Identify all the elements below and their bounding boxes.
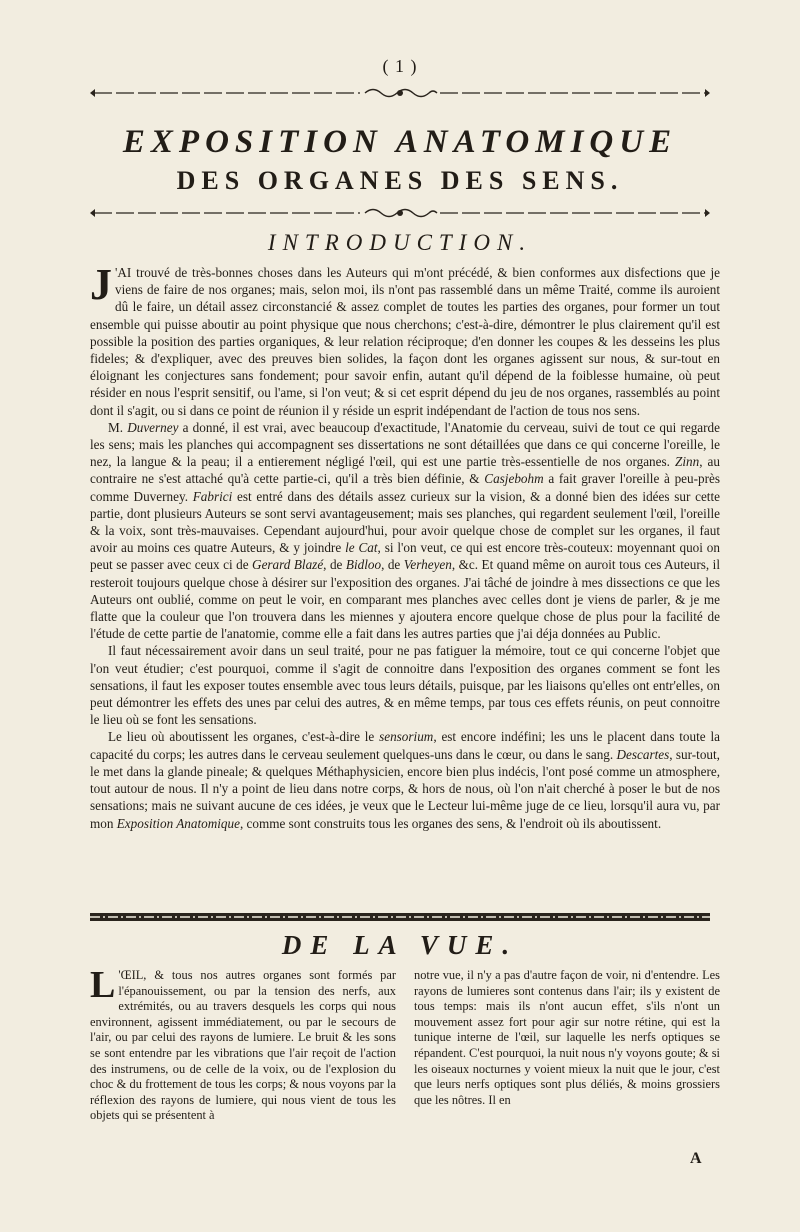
author-name: Duverney [127, 419, 179, 435]
introduction-heading: INTRODUCTION. [267, 230, 533, 255]
page-number: ( 1 ) [382, 56, 418, 76]
column-left: L 'ŒIL, & tous nos autres organes sont formés par l'épanouissement, ou par la tension des nerfs, aux extrémités, ou au travers desquels les corps qui nous environnent, agissent immédiatement, ou par le secours de l'air, ou par celui des rayons de lumiere. Le bruit & les sons se sont entendre par les vibrations que l'air reçoit de l'action des instrumens, ou de celle de la voix, ou de l'explosion du choc & du frottement de tous les corps; & nous voyons par la réflexion des rayons de lumiere, qui nous vient de tous les objets qui se présentent à [90, 964, 396, 1123]
column-right: notre vue, il n'y a pas d'autre façon de voir, ni d'entendre. Les rayons de lumieres sont contenus dans l'air; ils y existent de tous temps: mais ils n'ont aucun effet, s'ils n'ont un mouvement assez fort pour agir sur notre rétine, qui est la tunique interne de l'œil, sur laquelle les nerfs optiques se répandent. C'est pourquoi, la nuit nous n'y voyons goute; & si les oiseaux nocturnes y voient mieux la nuit que le jour, c'est que leurs nerfs optiques sont plus déliés, & moins grossiers que les nôtres. Il en [414, 968, 720, 1107]
author-name: Fabrici [192, 488, 233, 504]
author-name: Zinn [675, 454, 700, 470]
de-la-vue-heading: DE LA VUE. [281, 930, 519, 960]
ornament-rule-middle [90, 206, 710, 220]
main-title: EXPOSITION ANATOMIQUE [122, 124, 678, 160]
drop-cap-j: J [90, 260, 112, 309]
author-name: Descartes [616, 746, 670, 762]
two-column-text [90, 964, 720, 1124]
intro-paragraph-3: Il faut nécessairement avoir dans un seul traité, pour ne pas fatiguer la mémoire, tout ce qui concerne l'objet que l'on veut étudier; c'est pourquoi, comme il s'agit de connoitre dans l'exposition des organes comment se font les sensations, il faut les exposer toutes ensemble avec tous leurs détails, puisque, par les liaisons qu'elles ont entr'elles, on peut démontrer les effets des unes par celui des autres, & en même temps, par tous ces effets réunis, on peut connoitre le lieu où se font les sensations. [90, 643, 720, 728]
signature-mark: A [690, 1150, 702, 1167]
author-name: Bidloo [345, 557, 382, 573]
intro-paragraph-4: Le lieu où aboutissent les organes, c'est-à-dire le sensorium, est encore indéfini; les uns le placent dans toute la capacité du corps; les autres dans le cerveau seulement quelques-uns dans le cœur, ou dans le sang. Descartes, sur-tout, le met dans la glande pineale; & quelques Méthaphysicien, encore bien plus indécis, l'ont posé comme un atmosphere, tout autour de nous. Il n'y a point de lieu dans notre corps, & hors de nous, où l'on n'ait cherché à poser le but de nos sensations; mais ne suivant aucune de ces idées, je veux que le Lecteur lui-même juge de ce lieu, lorsqu'il aura vu, par mon Exposition Anatomique, comme sont construits tous les organes des sens, & l'endroit où ils aboutissent. [90, 729, 720, 831]
latin-term: sensorium [379, 729, 434, 745]
drop-cap-l: L [90, 964, 116, 1006]
subtitle: DES ORGANES DES SENS. [176, 166, 624, 195]
ornament-band [90, 912, 710, 922]
book-title: Exposition Anatomique [116, 815, 240, 831]
intro-paragraph-1: J 'AI trouvé de très-bonnes choses dans les Auteurs qui m'ont précédé, & bien conformes aux disfections que je viens de faire de nos organes; mais, selon moi, ils n'ont pas rassemblé dans un même Traité, comme ils auroient dû le faire, un détail assez circonstancié & assez complet de toutes les parties des organes, pour former un tout ensemble qui puisse aboutir au point physique que nous cherchons; c'est-à-dire, démontrer le plus clairement qu'il est possible la position des parties organiques, & leur relation réciproque; d'en donner les coupes & les desseins les plus fideles; & d'expliquer, avec des preuves bien solides, la façon dont les organes agissent sur nous, & sur-tout en éloignant les conjectures sans fondement; pour savoir enfin, autant qu'il dépend de la foiblesse humaine, où peut résider en nous l'esprit sensitif, ou l'ame, si l'on veut; & si cet esprit dépend du jeu de nos organes, rassemblés au point dont il s'agit, ou si dans ce point de réunion il y réside un esprit indépendant de l'action de tous nos sens. [90, 260, 720, 418]
author-name: le Cat [345, 540, 378, 556]
author-name: Casjebohm [484, 471, 544, 487]
author-name: Gerard Blazé [252, 557, 324, 573]
ornament-rule-top [90, 86, 710, 100]
introduction-body [90, 260, 720, 832]
author-name: Verheyen [403, 557, 452, 573]
intro-paragraph-2: M. Duverney a donné, il est vrai, avec beaucoup d'exactitude, l'Anatomie du cerveau, suivi de tout ce qui regarde les sens; mais les planches qui accompagnent ses dissertations ne sont détaillées que dans ce qui concerne l'oreille, le nez, la langue & la peau; il a entierement négligé l'œil, qui est une partie très-essentielle de nos organes. Zinn, au contraire ne s'est attaché qu'à cette partie-ci, qu'il a très bien définie, & Casjebohm a fait graver l'oreille à peu-près comme Duverney. Fabrici est entré dans des détails assez curieux sur la vision, & a donné bien des idées sur cette partie, dont plusieurs Auteurs se sont servi avantageusement; mais ses planches, qui regardent seulement l'œil, l'oreille & la voix, sont très-mauvaises. Cependant aujourd'hui, pour avoir quelque chose de complet sur les organes, il faut avoir au moins ces quatre Auteurs, & y joindre le Cat, si l'on veut, ce qui est encore très-couteux: moyennant quoi on peut se passer avec ceux ci de Gerard Blazé, de Bidloo, de Verheyen, &c. Et quand même on auroit tous ces Auteurs, il resteroit toujours quelque chose à désirer sur l'exposition des organes. J'ai tâché de joindre à mes dissections ce que les Auteurs ont oublié, comme on peut le voir, en comparant mes planches avec celles dont je viens de parler, & je me flatte que la couleur que l'on trouvera dans les miennes y ajoutera encore quelque chose de plus pour la facilité de l'étude de cette partie de l'anatomie, comme elle a fait dans les autres parties que j'ai déja données au Public. [90, 419, 720, 642]
